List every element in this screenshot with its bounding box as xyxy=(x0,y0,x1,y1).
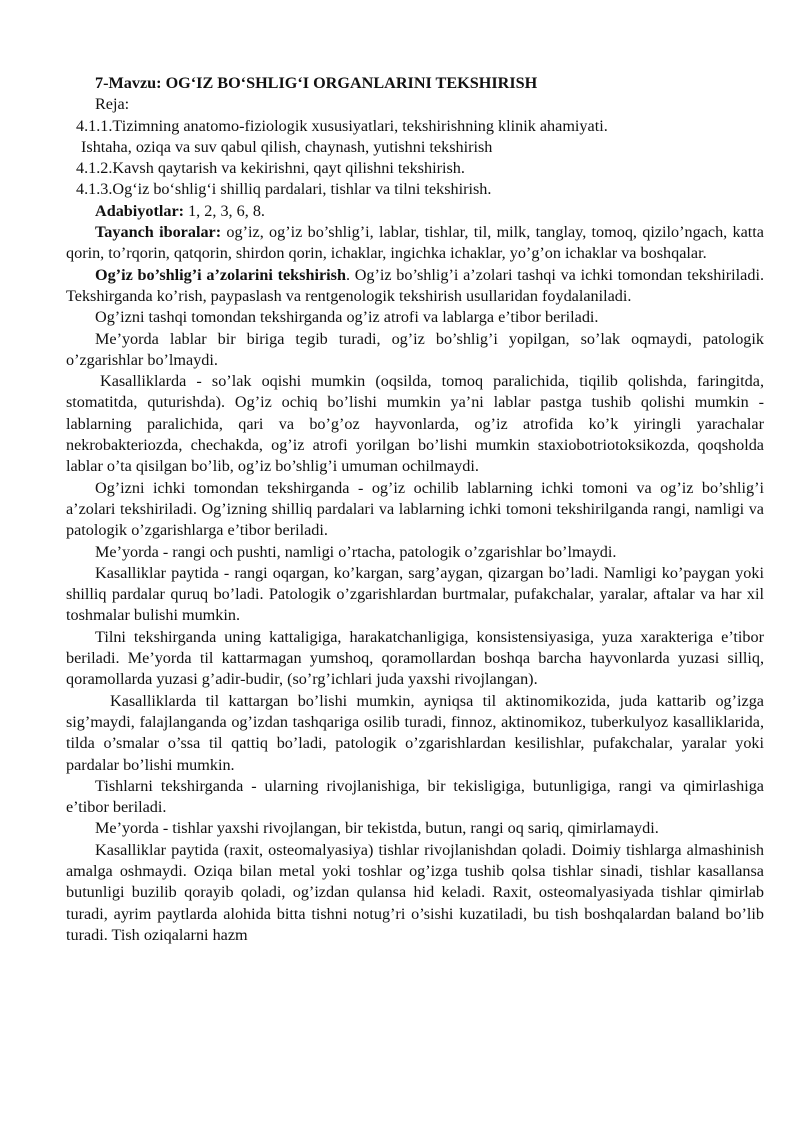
paragraph-5: Me’yorda - rangi och pushti, namligi o’rtacha, patologik o’zgarishlar bo’lmaydi. xyxy=(95,542,617,561)
paragraph-10: Me’yorda - tishlar yaxshi rivojlangan, bir tekistda, butun, rangi oq sariq, qimirlamaydi. xyxy=(95,819,659,838)
paragraph-3: Kasalliklarda - so’lak oqishi mumkin (oqsilda, tomoq paralichida, tiqilib qolishda, faringitda, stomatitda, quturishda). Og’iz ochiq bo’lishi mumkin ya’ni lablar pastga tushib qolishi mumkin - lablarning paralichida, qari va bo’g’oz hayvonlarda, og’iz atrofida ko’k yiringli yarachalar nekrobakteriozda, chechakda, og’iz atrofi yorilgan bo’lishi mumkin staxiobotriotoksikozda, qoqsholda lablar o’ta qisilgan bo’lib, og’iz bo’shlig’i umuman ochilmaydi. xyxy=(66,372,764,476)
paragraph-2: Me’yorda lablar bir biriga tegib turadi, og’iz bo’shlig’i yopilgan, so’lak oqmaydi, patologik o’zgarishlar bo’lmaydi. xyxy=(66,329,764,369)
references-label: Adabiyotlar: xyxy=(95,201,185,220)
keywords-label: Tayanch iboralar: xyxy=(95,223,222,242)
section-heading: Og’iz bo’shlig’i a’zolarini tekshirish xyxy=(95,265,346,284)
references-list: 1, 2, 3, 6, 8. xyxy=(184,201,265,220)
references-line xyxy=(66,201,764,222)
plan-item-3: 4.1.3.Og‘iz bo‘shlig‘i shilliq pardalari, tishlar va tilni tekshirish. xyxy=(76,180,492,199)
section-intro-paragraph xyxy=(66,265,764,308)
plan-item-1-continued: Ishtaha, oziqa va suv qabul qilish, chaynash, yutishni tekshirish xyxy=(81,137,493,156)
keywords-text: og’iz, og’iz bo’shlig’i, lablar, tishlar, til, milk, tanglay, tomoq, qizilo’ngach, katta qorin, to’rqorin, qatqorin, shirdon qorin, ichaklar, ingichka ichaklar, yo’g’on ichaklar va boshqalar. xyxy=(66,223,764,263)
keywords-paragraph xyxy=(66,222,764,265)
section-intro-text: . Og’iz bo’shlig’i a’zolari tashqi va ichki tomondan tekshiriladi. Tekshirganda ko’rish, paypaslash va rentgenologik tekshirish usullaridan foydalaniladi. xyxy=(66,265,764,305)
plan-item-1: 4.1.1.Tizimning anatomo-fiziologik xususiyatlari, tekshirishning klinik ahamiyati. xyxy=(76,116,608,135)
paragraph-6: Kasalliklar paytida - rangi oqargan, ko’kargan, sarg’aygan, qizargan bo’ladi. Namligi ko’paygan yoki shilliq pardalar quruq bo’ladi. Patologik o’zgarishlardan burtmalar, pufakchalar, yaralar, aftalar va har xil toshmalar bulishi mumkin. xyxy=(66,563,764,625)
paragraph-9: Tishlarni tekshirganda - ularning rivojlanishiga, bir tekisligiga, butunligiga, rangi va qimirlashiga e’tibor beriladi. xyxy=(66,776,764,817)
paragraph-8: Kasalliklarda til kattargan bo’lishi mumkin, ayniqsa til aktinomikozida, juda kattarib og’izga sig’maydi, falajlanganda og’izdan tashqariga osilib turadi, finnoz, aktinomikoz, tuberkulyoz kasalliklarida, tilda o’smalar o’ssa til qattiq bo’ladi, patologik o’zgarishlardan kesilishlar, pufakchalar, yaralar yoki pardalar bo’lishi mumkin. xyxy=(66,691,764,774)
page-title: 7-Mavzu: OG‘IZ BO‘SHLIG‘I ORGANLARINI TEKSHIRISH xyxy=(95,74,538,92)
paragraph-1: Og’izni tashqi tomondan tekshirganda og’iz atrofi va lablarga e’tibor beriladi. xyxy=(95,308,599,327)
paragraph-7: Tilni tekshirganda uning kattaligiga, harakatchanligiga, konsistensiyasiga, yuza xarakteriga e’tibor beriladi. Me’yorda til kattarmagan yumshoq, qoramollardan boshqa barcha hayvonlarda yuzasi silliq, qoramollarda yuzasi g’adir-budir, (so’rg’ichlari juda yaxshi rivojlangan). xyxy=(66,627,764,689)
paragraph-11: Kasalliklar paytida (raxit, osteomalyasiya) tishlar rivojlanishdan qoladi. Doimiy tishlarga almashinish amalga oshmaydi. Oziqa bilan metal yoki toshlar og’izga tushib qolsa tishlar sinadi, tishlar kasallansa butunligi buzilib qorayib qoladi, og’izdan qulansa hid keladi. Raxit, osteomalyasiyada tishlar qimirlab turadi, ayrim paytlarda alohida bitta tishni notug’ri o’sishi kuzatiladi, bu tish boshqalardan baland bo’lib turadi. Tish oziqalarni hazm xyxy=(66,840,764,944)
paragraph-4: Og’izni ichki tomondan tekshirganda - og’iz ochilib lablarning ichki tomoni va og’iz bo’shlig’i a’zolari tekshiriladi. Og’izning shilliq pardalari va lablarning ichki tomoni tekshirilganda rangi, namligi va patologik o’zgarishlarga e’tibor beriladi. xyxy=(66,478,764,540)
plan-item-2: 4.1.2.Kavsh qaytarish va kekirishni, qayt qilishni tekshirish. xyxy=(76,159,465,178)
plan-heading: Reja: xyxy=(95,95,130,114)
